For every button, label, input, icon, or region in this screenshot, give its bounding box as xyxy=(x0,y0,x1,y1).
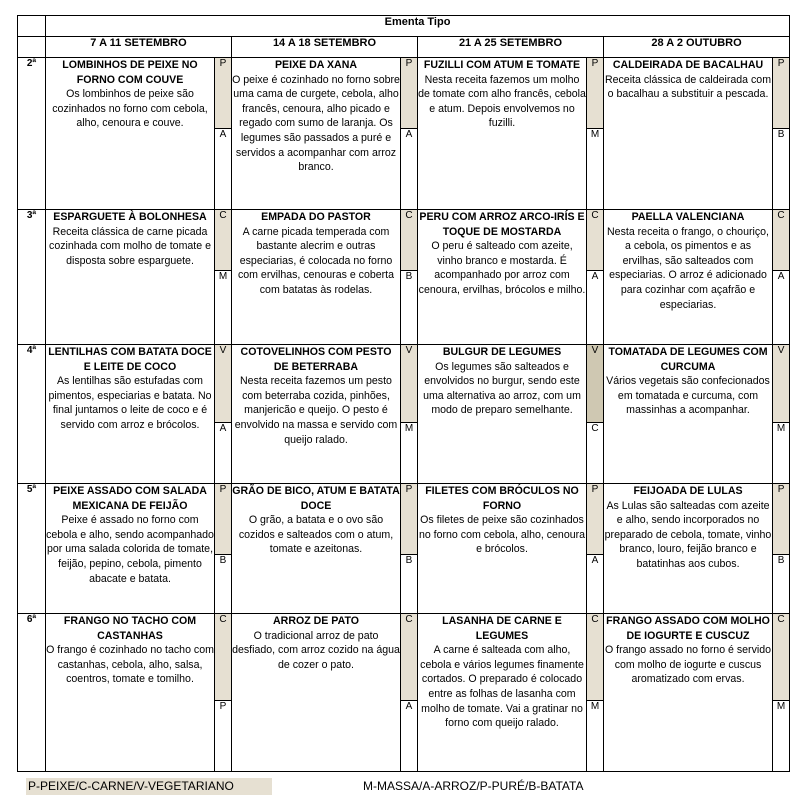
protein-code: P xyxy=(401,484,418,555)
meal-description: A carne picada temperada com bastante alecrim e outras especiarias, é colocada no forno com ervilhas, cenouras e coberta com batatas às rodelas. xyxy=(237,225,395,296)
side-code: M xyxy=(401,423,418,484)
protein-code: V xyxy=(773,345,790,423)
meal-description: Nesta receita fazemos um molho de tomate com alho francês, cebola e atum. Depois envolvemos no fuzilli. xyxy=(418,73,586,130)
meal-cell xyxy=(46,614,215,772)
meal-cell xyxy=(46,210,215,345)
meal-description: Nesta receita fazemos um pesto com beterraba cozida, pinhões, manjericão e queijo. O pesto é envolvido na massa e servido com queijo ralado. xyxy=(234,375,398,446)
meal-cell xyxy=(418,345,587,484)
protein-code: P xyxy=(773,484,790,555)
side-code: M xyxy=(587,129,604,210)
meal-name: BULGUR DE LEGUMES xyxy=(442,346,562,358)
side-code: A xyxy=(401,701,418,772)
meal-name: FRANGO NO TACHO COM CASTANHAS xyxy=(63,615,197,642)
week-header: 7 A 11 SETEMBRO xyxy=(46,37,232,58)
meal-name: PEIXE ASSADO COM SALADA MEXICANA DE FEIJÃO xyxy=(53,485,207,512)
protein-code: C xyxy=(401,614,418,701)
weekday-label: 6ª xyxy=(18,614,46,772)
meal-name: CALDEIRADA DE BACALHAU xyxy=(612,59,764,71)
meal-name: EMPADA DO PASTOR xyxy=(261,211,371,223)
protein-code: C xyxy=(215,210,232,271)
menu-table xyxy=(17,15,790,772)
meal-description: Receita clássica de carne picada cozinhada com molho de tomate e disposta sobre esparguete. xyxy=(49,225,211,267)
side-code: A xyxy=(401,129,418,210)
side-code: P xyxy=(215,701,232,772)
protein-code: C xyxy=(215,614,232,701)
weekday-label: 3ª xyxy=(18,210,46,345)
side-code: B xyxy=(773,555,790,614)
meal-cell xyxy=(604,210,773,345)
meal-description: Receita clássica de caldeirada com o bacalhau a substituir a pescada. xyxy=(604,73,772,101)
meal-cell xyxy=(232,210,401,345)
protein-code: P xyxy=(773,58,790,129)
meal-cell xyxy=(604,614,773,772)
legend-side: M-MASSA/A-ARROZ/P-PURÉ/B-BATATA xyxy=(363,779,584,793)
weekday-label: 2ª xyxy=(18,58,46,210)
meal-name: FEIJOADA DE LULAS xyxy=(633,485,743,497)
meal-name: GRÃO DE BICO, ATUM E BATATA DOCE xyxy=(232,485,400,512)
weekday-label: 4ª xyxy=(18,345,46,484)
table-row xyxy=(18,614,790,701)
meal-description: As Lulas são salteadas com azeite e alho, sendo incorporados no preparado de cebola, tomate, vinho branco, louro, feijão branco e batatinhas aos cubos. xyxy=(604,499,772,570)
protein-code: C xyxy=(773,210,790,271)
protein-code: C xyxy=(587,210,604,271)
protein-code: V xyxy=(587,345,604,423)
side-code: A xyxy=(215,129,232,210)
meal-description: O grão, a batata e o ovo são cozidos e salteados com o atum, tomate e azeitonas. xyxy=(238,514,394,556)
meal-cell xyxy=(46,484,215,614)
week-header: 14 A 18 SETEMBRO xyxy=(232,37,418,58)
meal-cell xyxy=(604,484,773,614)
side-code: B xyxy=(773,129,790,210)
meal-name: FILETES COM BRÓCULOS NO FORNO xyxy=(425,485,579,512)
meal-name: PEIXE DA XANA xyxy=(274,59,358,71)
protein-code: V xyxy=(215,345,232,423)
side-code: A xyxy=(215,423,232,484)
meal-cell xyxy=(418,210,587,345)
side-code: M xyxy=(587,701,604,772)
protein-code: P xyxy=(215,484,232,555)
meal-name: LENTILHAS COM BATATA DOCE E LEITE DE COCO xyxy=(48,346,212,373)
meal-name: ESPARGUETE À BOLONHESA xyxy=(53,211,207,223)
meal-cell xyxy=(232,345,401,484)
side-code: C xyxy=(587,423,604,484)
meal-description: O frango é cozinhado no tacho com castanhas, cebola, alho, salsa, coentros, tomate e tomilho. xyxy=(46,644,214,686)
week-header: 21 A 25 SETEMBRO xyxy=(418,37,604,58)
meal-description: O peru é salteado com azeite, vinho branco e mostarda. É acompanhado por arroz com cenoura, ervilhas, brócolos e milho. xyxy=(418,240,586,296)
table-row xyxy=(18,210,790,271)
meal-name: ARROZ DE PATO xyxy=(273,615,359,627)
meal-name: LASANHA DE CARNE E LEGUMES xyxy=(442,615,562,642)
side-code: M xyxy=(773,701,790,772)
meal-cell xyxy=(46,58,215,210)
side-code: A xyxy=(587,555,604,614)
meal-description: O tradicional arroz de pato desfiado, com arroz cozido na água de cozer o pato. xyxy=(232,629,400,671)
weekday-label: 5ª xyxy=(18,484,46,614)
meal-name: FUZILLI COM ATUM E TOMATE xyxy=(423,59,581,71)
meal-cell xyxy=(418,614,587,772)
table-row xyxy=(18,484,790,555)
meal-description: Nesta receita o frango, o chouriço, a cebola, os pimentos e as ervilhas, são salteados com especiarias. O arroz é adicionado para cozinhar com açafrão e especiarias. xyxy=(607,225,769,311)
table-row xyxy=(18,345,790,423)
meal-name: LOMBINHOS DE PEIXE NO FORNO COM COUVE xyxy=(62,59,198,86)
table-row xyxy=(18,58,790,129)
meal-description: O frango assado no forno é servido com molho de iogurte e cuscus aromatizado com ervas. xyxy=(604,644,772,686)
protein-code: P xyxy=(215,58,232,129)
protein-code: C xyxy=(401,210,418,271)
side-code: M xyxy=(773,423,790,484)
meal-cell xyxy=(604,345,773,484)
side-code: A xyxy=(773,271,790,345)
legend-protein: P-PEIXE/C-CARNE/V-VEGETARIANO xyxy=(26,778,272,795)
meal-description: O peixe é cozinhado no forno sobre uma cama de curgete, cebola, alho francês, cenoura, alho picado e regado com sumo de laranja. Os legumes são passados a puré e servidos a acompanhar com arroz branco. xyxy=(232,73,400,174)
meal-description: As lentilhas são estufadas com pimentos, especiarias e batata. No final juntamos o leite de coco e é servido com arroz e brócolos. xyxy=(48,375,212,431)
protein-code: P xyxy=(401,58,418,129)
protein-code: V xyxy=(401,345,418,423)
meal-description: Os lombinhos de peixe são cozinhados no forno com cebola, alho, cenoura e couve. xyxy=(52,88,208,130)
meal-name: TOMATADA DE LEGUMES COM CURCUMA xyxy=(608,346,768,373)
protein-code: C xyxy=(773,614,790,701)
meal-name: PAELLA VALENCIANA xyxy=(631,211,745,223)
meal-description: Peixe é assado no forno com cebola e alho, sendo acompanhado por uma salada colorida de tomate, feijão, pepino, cebola, pimento abacate e batata. xyxy=(46,514,214,585)
meal-description: A carne é salteada com alho, cebola e vários legumes finamente cortados. O preparado é colocado entre as folhas de lasanha com molho de tomate. Vai a gratinar no forno com queijo ralado. xyxy=(420,644,584,730)
protein-code: P xyxy=(587,484,604,555)
side-code: B xyxy=(401,271,418,345)
protein-code: P xyxy=(587,58,604,129)
side-code: M xyxy=(215,271,232,345)
side-code: A xyxy=(587,271,604,345)
week-header: 28 A 2 OUTUBRO xyxy=(604,37,790,58)
meal-cell xyxy=(232,614,401,772)
meal-cell xyxy=(232,58,401,210)
meal-name: COTOVELINHOS COM PESTO DE BETERRABA xyxy=(240,346,392,373)
meal-cell xyxy=(232,484,401,614)
side-code: B xyxy=(401,555,418,614)
meal-description: Vários vegetais são confecionados em tomatada e curcuma, com massinhas a acompanhar. xyxy=(606,375,770,417)
meal-description: Os legumes são salteados e envolvidos no burgur, sendo este uma alternativa ao arroz, com um modo de preparo semelhante. xyxy=(423,360,581,417)
meal-cell xyxy=(604,58,773,210)
meal-name: PERU COM ARROZ ARCO-IRÍS E TOQUE DE MOSTARDA xyxy=(419,211,585,238)
meal-cell xyxy=(418,484,587,614)
meal-cell xyxy=(46,345,215,484)
meal-cell xyxy=(418,58,587,210)
table-title: Ementa Tipo xyxy=(46,16,790,37)
protein-code: C xyxy=(587,614,604,701)
meal-description: Os filetes de peixe são cozinhados no forno com cebola, alho, cenoura e brócolos. xyxy=(418,514,586,556)
side-code: B xyxy=(215,555,232,614)
meal-name: FRANGO ASSADO COM MOLHO DE IOGURTE E CUSCUZ xyxy=(606,615,770,642)
